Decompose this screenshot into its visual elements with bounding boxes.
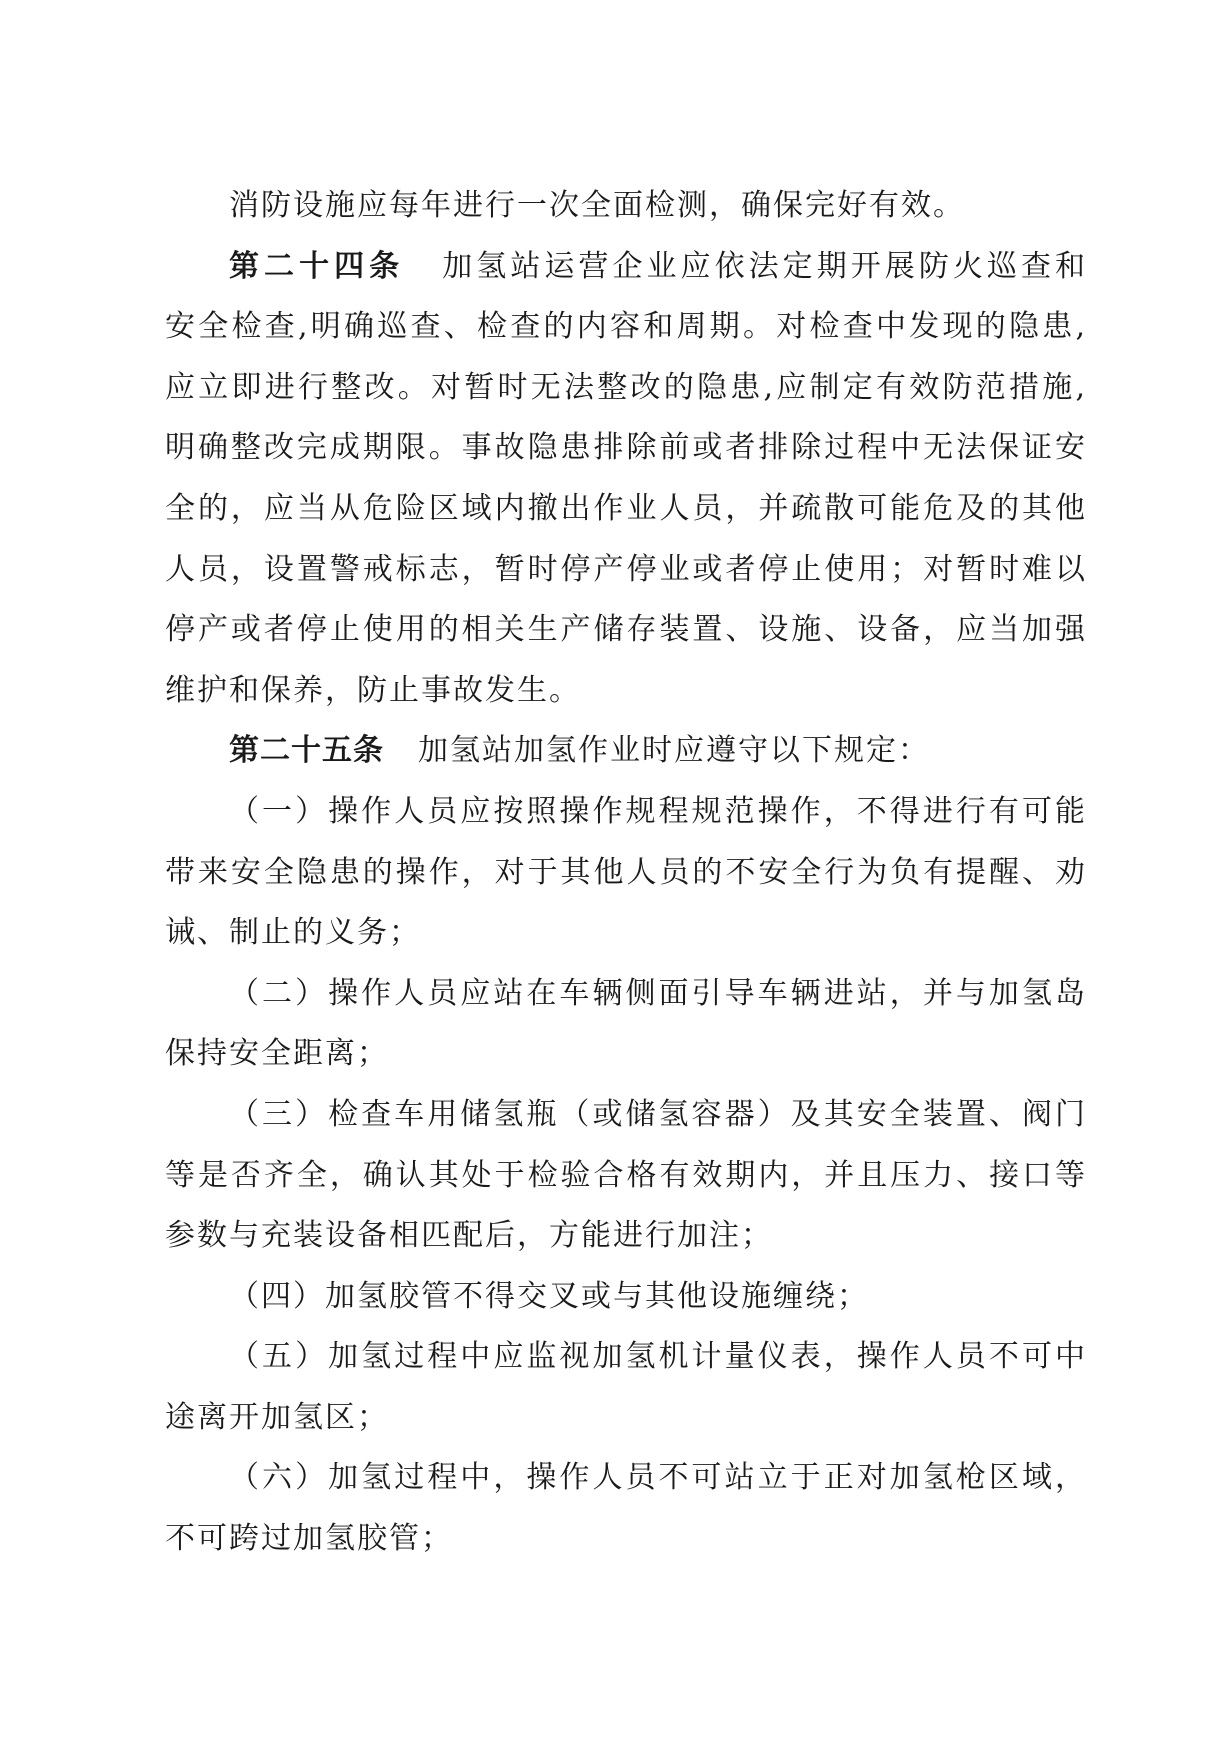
article-25 (165, 721, 1085, 1569)
item-2-line: （二）操作人员应站在车辆侧面引导车辆进站，并与加氢岛 (229, 975, 1085, 1011)
text-line: 应立即进行整改。对暂时无法整改的隐患,应制定有效防范措施, (165, 369, 1085, 405)
item-3-line: 等是否齐全，确认其处于检验合格有效期内，并且压力、接口等 (165, 1157, 1085, 1193)
text-line: 人员，设置警戒标志，暂时停产停业或者停止使用；对暂时难以 (165, 551, 1085, 587)
article-25-heading-line (165, 721, 1085, 782)
item-1-line: （一）操作人员应按照操作规程规范操作，不得进行有可能 (229, 793, 1085, 829)
text-line: 维护和保养，防止事故发生。 (165, 672, 581, 708)
item-2-line: 保持安全距离； (165, 1036, 389, 1072)
text-line: 停产或者停止使用的相关生产储存装置、设施、设备，应当加强 (165, 612, 1085, 648)
article-25-title: 第二十五条 (229, 733, 384, 769)
item-3-line: （三）检查车用储氢瓶（或储氢容器）及其安全装置、阀门 (229, 1096, 1085, 1132)
text-line: 明确整改完成期限。事故隐患排除前或者排除过程中无法保证安 (165, 430, 1085, 466)
text-line: 全的，应当从危险区域内撤出作业人员，并疏散可能危及的其他 (165, 490, 1085, 526)
paragraph-fire-facility: 消防设施应每年进行一次全面检测，确保完好有效。 (229, 188, 965, 223)
article-24 (165, 237, 1085, 722)
article-24-title: 第二十四条 (229, 248, 405, 284)
item-6-line: （六）加氢过程中，操作人员不可站立于正对加氢枪区域， (229, 1460, 1085, 1496)
document-page (165, 176, 1085, 1570)
item-6-line: 不可跨过加氢胶管； (165, 1521, 453, 1557)
article-25-first-line: 加氢站加氢作业时应遵守以下规定： (418, 733, 930, 769)
item-4-line: （四）加氢胶管不得交叉或与其他设施缠绕； (229, 1278, 869, 1314)
item-3-line: 参数与充装设备相匹配后，方能进行加注； (165, 1218, 773, 1254)
item-5-line: 途离开加氢区； (165, 1399, 389, 1435)
item-1-line: 带来安全隐患的操作，对于其他人员的不安全行为负有提醒、劝 (165, 854, 1085, 890)
item-1-line: 诫、制止的义务； (165, 915, 421, 951)
item-5-line: （五）加氢过程中应监视加氢机计量仪表，操作人员不可中 (229, 1339, 1085, 1375)
text-line: 安全检查,明确巡查、检查的内容和周期。对检查中发现的隐患, (165, 309, 1085, 345)
article-24-first-line: 加氢站运营企业应依法定期开展防火巡查和 (438, 248, 1086, 284)
article-24-heading-line (165, 237, 1085, 298)
